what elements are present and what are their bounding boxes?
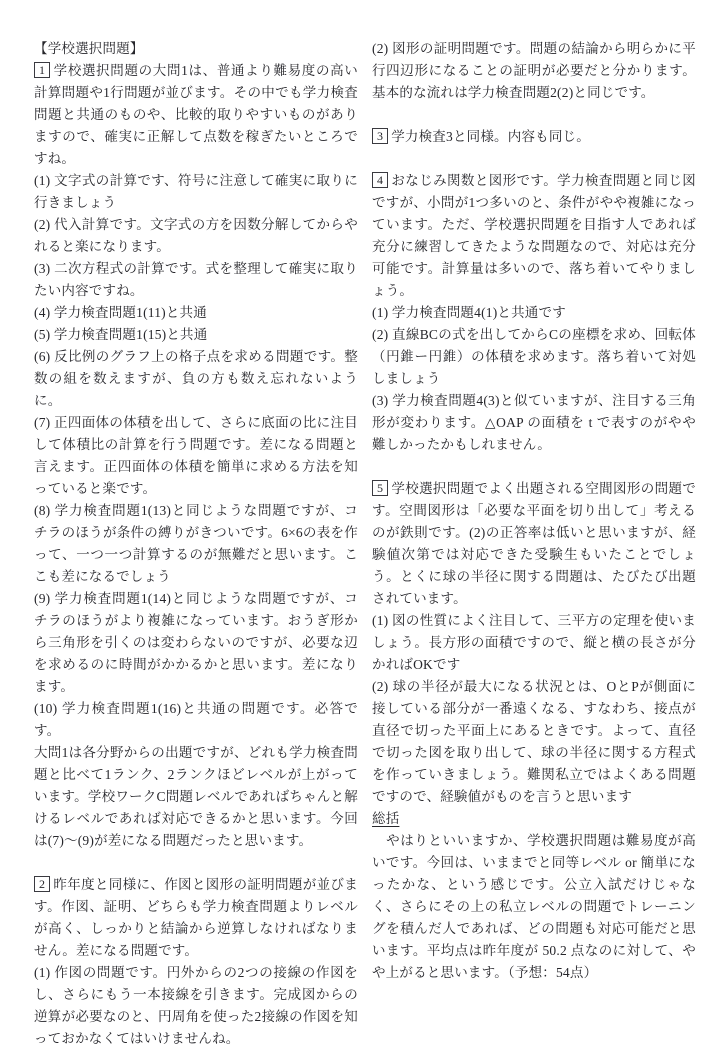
section-5-intro: [372, 478, 696, 610]
item-5-1: (1) 図の性質によく注目して、三平方の定理を使いましょう。長方形の面積ですので、縦と横の長さが分かればOKです: [372, 613, 696, 672]
item-1-5: (5) 学力検査問題1(15)と共通: [34, 327, 208, 342]
section-4-intro-text: おなじみ関数と図形です。学力検査問題と同じ図ですが、小問が1つ多いのと、条件がやや複雑になっています。ただ、学校選択問題を目指す人であれば充分に練習してきたような問題なので、対応は充分可能です。計算量は多いので、落ち着いてやりましょう。: [372, 173, 696, 298]
document-title: 【学校選択問題】: [34, 41, 144, 56]
item-4-1: (1) 学力検査問題4(1)と共通です: [372, 305, 566, 320]
section-4-number-box: 4: [372, 172, 388, 188]
section-1-intro-text: 学校選択問題の大問1は、普通より難易度の高い計算問題や1行問題が並びます。その中でも学力検査問題と共通のものや、比較的取りやすいものがありますので、確実に正解して点数を稼ぎたいところですね。: [34, 63, 358, 166]
item-1-4: (4) 学力検査問題1(11)と共通: [34, 305, 207, 320]
section-3-number-box: 3: [372, 128, 388, 144]
section-5-number-box: 5: [372, 480, 388, 496]
item-1-9: (9) 学力検査問題1(14)と同じような問題ですが、コチラのほうがより複雑になっています。おうぎ形から三角形を引くのは変わらないのですが、必要な辺を求めるのに時間がかかるかと思います。差になります。: [34, 591, 358, 694]
section-2-intro: [34, 874, 358, 962]
summary-heading: [372, 808, 696, 830]
section-3: [372, 126, 696, 148]
item-1-3: (3) 二次方程式の計算です。式を整理して確実に取りたい内容ですね。: [34, 261, 358, 298]
left-column: [34, 38, 358, 1046]
item-5-2: (2) 球の半径が最大になる状況とは、OとPが側面に接している部分が一番遠くなる、すなわち、接点が直径で切った平面上にあるときです。よって、直径で切った図を取り出して、球の半径に関する方程式を作っていきましょう。難関私立ではよくある問題ですので、経験値がものを言うと思います: [372, 679, 696, 804]
item-1-10: (10) 学力検査問題1(16)と共通の問題です。必答です。: [34, 701, 358, 738]
section-5-intro-text: 学校選択問題でよく出題される空間図形の問題です。空間図形は「必要な平面を切り出して」考えるのが鉄則です。(2)の正答率は低いと思いますが、経験値次第では対応できた受験生もいたことでしょう。とくに球の半径に関する問題は、たびたび出題されています。: [372, 481, 696, 606]
item-4-2: (2) 直線BCの式を出してからCの座標を求め、回転体（円錐ー円錐）の体積を求めます。落ち着いて対処しましょう: [372, 327, 696, 386]
item-2-1: (1) 作図の問題です。円外からの2つの接線の作図をし、さらにもう一本接線を引きます。完成図からの逆算が必要なのと、円周角を使った2接線の作図を知っておかなくてはいけませんね。: [34, 965, 358, 1046]
item-1-8: (8) 学力検査問題1(13)と同じような問題ですが、コチラのほうが条件の縛りがきついです。6×6の表を作って、一つ一つ計算するのが無難だと思います。ここも差になるでしょう: [34, 503, 358, 584]
section-3-text: 学力検査3と同様。内容も同じ。: [391, 129, 590, 144]
item-1-2: (2) 代入計算です。文字式の方を因数分解してからやれると楽になります。: [34, 217, 358, 254]
summary-heading-text: 総括: [372, 811, 400, 826]
section-4-intro: [372, 170, 696, 302]
section-1-number-box: 1: [34, 62, 50, 78]
summary-paragraph: やはりといいますか、学校選択問題は難易度が高いです。今回は、いままでと同等レベル or 簡単になったかな、という感じです。公立入試だけじゃなく、さらにその上の私立レベルの問題でトレーニングを積んだ人であれば、どの問題も対応可能だと思います。平均点は昨年度が 50.2 点なのに対して、やや上がると思います。（予想：54点）: [372, 833, 696, 980]
section-1-summary: 大問1は各分野からの出題ですが、どれも学力検査問題と比べて1ランク、2ランクほどレベルが上がっています。学校ワークC問題レベルであればちゃんと解けるレベルであれば対応できるかと思います。今回は(7)～(9)が差になる問題だったと思います。: [34, 745, 358, 848]
section-2-intro-text: 昨年度と同様に、作図と図形の証明問題が並びます。作図、証明、どちらも学力検査問題よりレベルが高く、しっかりと結論から逆算しなければなりません。差になる問題です。: [34, 877, 358, 958]
item-1-1: (1) 文字式の計算です、符号に注意して確実に取りに行きましょう: [34, 173, 358, 210]
item-1-6: (6) 反比例のグラフ上の格子点を求める問題です。整数の組を数えますが、負の方も数え忘れないように。: [34, 349, 358, 408]
section-1-intro: [34, 60, 358, 170]
item-4-3: (3) 学力検査問題4(3)と似ていますが、注目する三角形が変わります。△OAP の面積を t で表すのがやや難しかったかもしれません。: [372, 393, 696, 452]
item-2-2: (2) 図形の証明問題です。問題の結論から明らかに平行四辺形になることの証明が必要だと分かります。基本的な流れは学力検査問題2(2)と同じです。: [372, 41, 696, 100]
right-column: [372, 38, 696, 1024]
item-1-7: (7) 正四面体の体積を出して、さらに底面の比に注目して体積比の計算を行う問題です。差になる問題と言えます。正四面体の体積を簡単に求める方法を知っていると楽です。: [34, 415, 358, 496]
section-2-number-box: 2: [34, 876, 50, 892]
